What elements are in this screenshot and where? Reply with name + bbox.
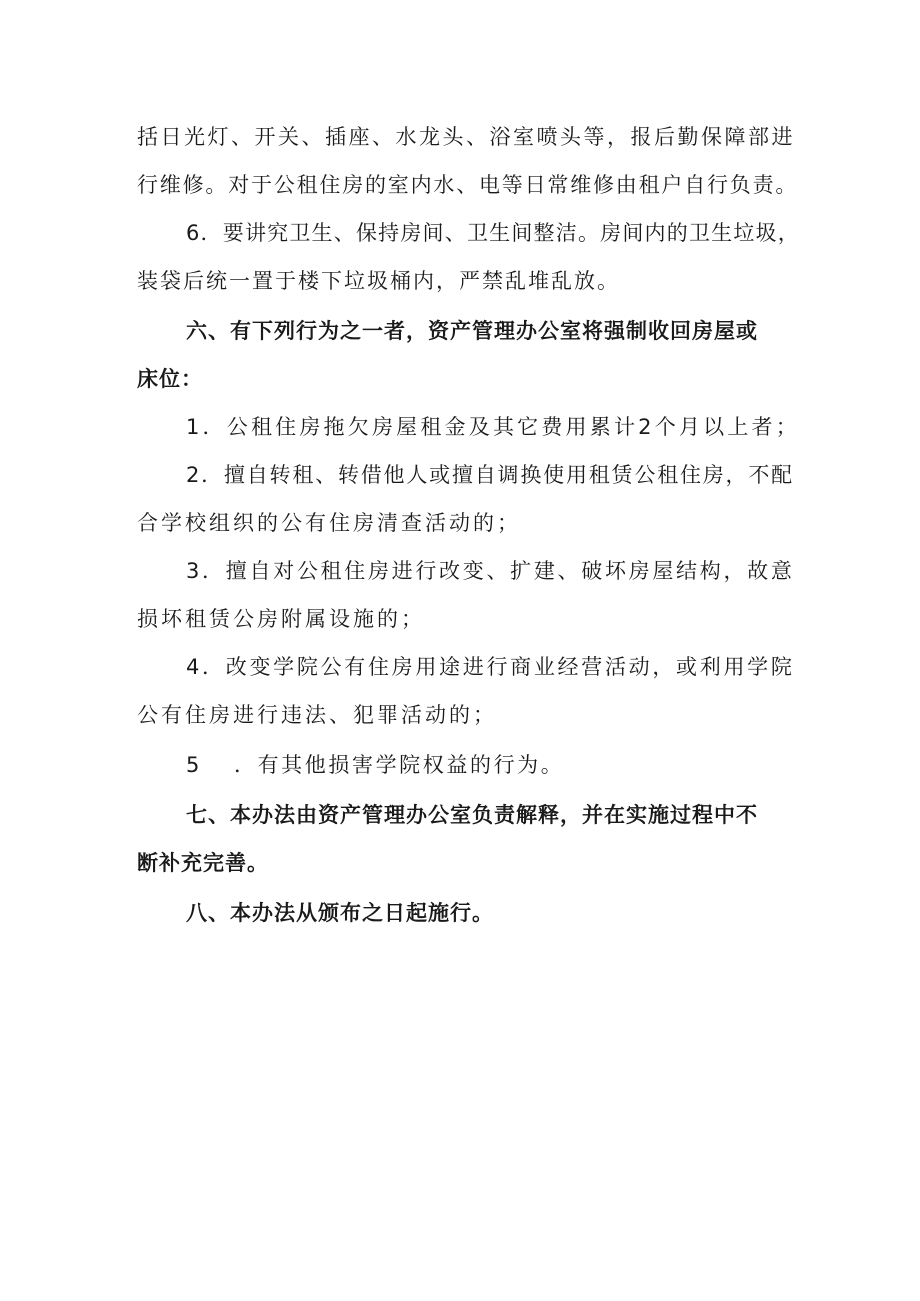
section-heading-7-cont: 断补充完善。 <box>137 851 269 875</box>
list-item-3: 3．擅自对公租住房进行改变、扩建、破坏房屋结构，故意 <box>186 559 795 583</box>
paragraph-line: 损坏租赁公房附属设施的； <box>137 607 425 631</box>
paragraph-line: 公有住房进行违法、犯罪活动的； <box>137 703 497 727</box>
section-heading-6: 六、有下列行为之一者，资产管理办公室将强制收回房屋或 <box>186 319 758 343</box>
paragraph-line: 合学校组织的公有住房清查活动的； <box>137 511 521 535</box>
section-heading-6-cont: 床位： <box>137 367 203 391</box>
list-item-1: 1．公租住房拖欠房屋租金及其它费用累计2个月以上者； <box>186 415 800 439</box>
list-item-6: 6．要讲究卫生、保持房间、卫生间整洁。房间内的卫生垃圾， <box>186 221 800 245</box>
paragraph-line: 装袋后统一置于楼下垃圾桶内，严禁乱堆乱放。 <box>137 269 620 293</box>
paragraph-line: 行维修。对于公租住房的室内水、电等日常维修由租户自行负责。 <box>137 173 799 197</box>
section-heading-7: 七、本办法由资产管理办公室负责解释，并在实施过程中不 <box>186 803 758 827</box>
list-item-2: 2．擅自转租、转借他人或擅自调换使用租赁公租住房，不配 <box>186 463 794 487</box>
section-heading-8: 八、本办法从颁布之日起施行。 <box>186 901 494 925</box>
list-item-4: 4．改变学院公有住房用途进行商业经营活动，或利用学院 <box>186 655 795 679</box>
list-item-5-text: ．有其他损害学院权益的行为。 <box>233 753 565 777</box>
list-item-5-number: 5 <box>186 753 204 777</box>
paragraph-line: 括日光灯、开关、插座、水龙头、浴室喷头等，报后勤保障部进 <box>137 125 795 149</box>
list-item-5 <box>186 750 564 780</box>
